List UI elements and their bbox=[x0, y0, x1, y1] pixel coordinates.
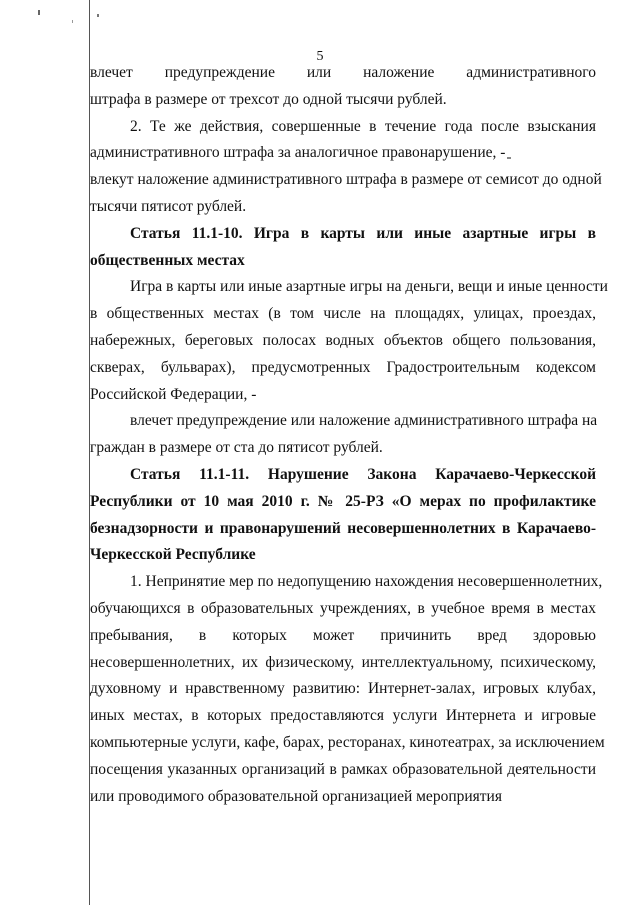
text-line: безнадзорности и правонарушений несовершеннолетних в Карачаево- bbox=[90, 519, 596, 537]
text-line: тысячи пятисот рублей. bbox=[90, 197, 247, 215]
text-line: влечет предупреждение или наложение административного штрафа на bbox=[130, 412, 598, 430]
text-line: пребывания, в которых может причинить вред здоровью bbox=[90, 626, 596, 644]
text-line: обучающихся в образовательных учреждениях, в учебное время в местах bbox=[90, 599, 596, 617]
scan-artifact bbox=[38, 10, 40, 15]
text-line: Черкесской Республике bbox=[90, 546, 256, 564]
text-line: иных местах, в которых предоставляются услуги Интернета и игровые bbox=[90, 707, 596, 725]
text-line: влекут наложение административного штрафа в размере от семисот до одной bbox=[90, 171, 602, 189]
text-line: в общественных местах (в том числе на площадях, улицах, проездах, bbox=[90, 305, 596, 323]
text-line: набережных, береговых полосах водных объектов общего пользования, bbox=[90, 331, 596, 349]
text-line: Российской Федерации, - bbox=[90, 385, 257, 403]
text-line: или проводимого образовательной организацией мероприятия bbox=[90, 787, 502, 805]
text-line: компьютерные услуги, кафе, барах, ресторанах, кинотеатрах, за исключением bbox=[90, 733, 605, 751]
text-line: 2. Те же действия, совершенные в течение года после взыскания bbox=[130, 117, 596, 135]
text-line: посещения указанных организаций в рамках образовательной деятельности bbox=[90, 760, 596, 778]
text-line: штрафа в размере от трехсот до одной тысячи рублей. bbox=[90, 90, 447, 108]
document-body bbox=[90, 60, 608, 810]
text-line: несовершеннолетних, их физическому, интеллектуальному, психическому, bbox=[90, 653, 596, 671]
text-line: скверах, бульварах), предусмотренных Градостроительным кодексом bbox=[90, 358, 596, 376]
text-line: Статья 11.1-10. Игра в карты или иные азартные игры в bbox=[130, 224, 596, 242]
text-line: Игра в карты или иные азартные игры на деньги, вещи и иные ценности bbox=[130, 278, 608, 296]
text-line: Статья 11.1-11. Нарушение Закона Карачаево-Черкесской bbox=[130, 465, 596, 483]
text-line: административного штрафа за аналогичное правонарушение, - bbox=[90, 144, 506, 162]
scan-artifact bbox=[72, 20, 73, 23]
text-line: духовному и нравственному развитию: Интернет-залах, игровых клубах, bbox=[90, 680, 596, 698]
text-line: Республики от 10 мая 2010 г. № 25-РЗ «О мерах по профилактике bbox=[90, 492, 596, 510]
text-line: граждан в размере от ста до пятисот рублей. bbox=[90, 439, 383, 457]
text-line: 1. Непринятие мер по недопущению нахождения несовершеннолетних, bbox=[130, 573, 603, 591]
text-line: общественных местах bbox=[90, 251, 245, 269]
text-line: влечет предупреждение или наложение административного bbox=[90, 64, 596, 81]
scan-artifact bbox=[97, 14, 99, 17]
page-number: 5 bbox=[316, 49, 324, 64]
